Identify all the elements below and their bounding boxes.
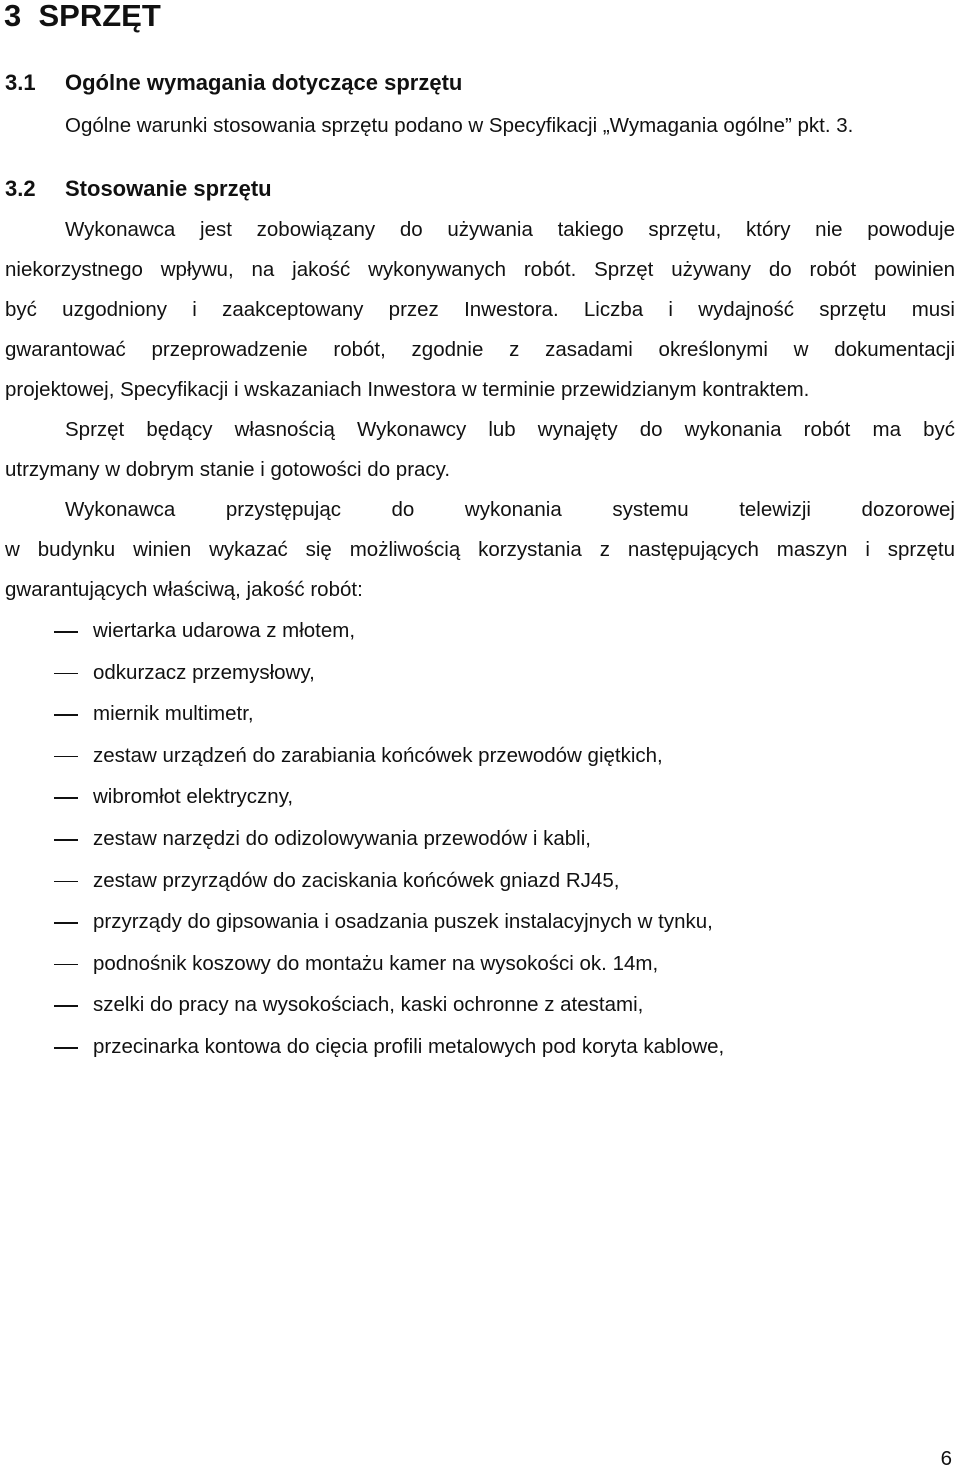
subsection-title: Ogólne wymagania dotyczące sprzętu — [65, 70, 463, 95]
list-item-text: miernik multimetr, — [93, 702, 254, 726]
section-heading — [4, 0, 161, 36]
list-item — [0, 1032, 960, 1074]
list-item — [0, 616, 960, 658]
list-item — [0, 907, 960, 949]
dash-bullet-icon — [54, 922, 78, 924]
list-item-text: zestaw narzędzi do odizolowywania przewodów i kabli, — [93, 826, 591, 850]
paragraph-2 — [5, 410, 955, 490]
paragraph-line: utrzymany w dobrym stanie i gotowości do pracy. — [5, 458, 451, 481]
paragraph-line: niekorzystnego wpływu, na jakość wykonywanych robót. Sprzęt używany do robót powinien — [5, 258, 955, 281]
dash-bullet-icon — [54, 631, 78, 633]
list-item — [0, 699, 960, 741]
subsection-number: 3.1 — [5, 70, 36, 95]
subsection-heading-3-1 — [5, 68, 462, 98]
equipment-list — [0, 616, 960, 1074]
paragraph-line: projektowej, Specyfikacji i wskazaniach Inwestora w terminie przewidzianym kontraktem. — [5, 378, 810, 401]
subsection-title: Stosowanie sprzętu — [65, 176, 272, 201]
subsection-3-1-text: Ogólne warunki stosowania sprzętu podano w Specyfikacji „Wymagania ogólne” pkt. 3. — [65, 114, 854, 137]
list-item-text: odkurzacz przemysłowy, — [93, 660, 315, 684]
dash-bullet-icon — [54, 1047, 78, 1049]
page-number: 6 — [940, 1447, 952, 1470]
paragraph-line: być uzgodniony i zaakceptowany przez Inwestora. Liczba i wydajność sprzętu musi — [5, 298, 955, 321]
dash-bullet-icon — [54, 839, 78, 841]
list-item-text: zestaw urządzeń do zarabiania końcówek przewodów giętkich, — [93, 743, 663, 767]
list-item-text: wiertarka udarowa z młotem, — [93, 619, 356, 642]
list-item-text: wibromłot elektryczny, — [93, 785, 294, 809]
dash-bullet-icon — [54, 714, 78, 716]
dash-bullet-icon — [54, 673, 78, 675]
section-number: 3 — [4, 0, 22, 33]
dash-bullet-icon — [54, 881, 78, 883]
list-item — [0, 782, 960, 824]
subsection-heading-3-2 — [5, 174, 272, 204]
dash-bullet-icon — [54, 964, 78, 966]
list-item — [0, 949, 960, 991]
list-item — [0, 824, 960, 866]
paragraph-line: Wykonawca jest zobowiązany do używania takiego sprzętu, który nie powoduje — [65, 218, 955, 241]
list-item-text: zestaw przyrządów do zaciskania końcówek gniazd RJ45, — [93, 868, 620, 892]
dash-bullet-icon — [54, 1005, 78, 1007]
list-item — [0, 990, 960, 1032]
paragraph-1 — [5, 210, 955, 410]
paragraph-line: Sprzęt będący własnością Wykonawcy lub wynajęty do wykonania robót ma być — [65, 418, 955, 441]
list-item-text: podnośnik koszowy do montażu kamer na wysokości ok. 14m, — [93, 951, 659, 975]
paragraph-line: w budynku winien wykazać się możliwością korzystania z następujących maszyn i sprzętu — [5, 538, 955, 561]
list-item — [0, 866, 960, 908]
list-item — [0, 658, 960, 700]
list-item-text: szelki do pracy na wysokościach, kaski ochronne z atestami, — [93, 993, 644, 1017]
dash-bullet-icon — [54, 797, 78, 799]
section-title: SPRZĘT — [38, 0, 161, 33]
paragraph-line: Wykonawca przystępując do wykonania systemu telewizji dozorowej — [65, 498, 955, 521]
subsection-number: 3.2 — [5, 176, 36, 201]
list-item — [0, 741, 960, 783]
paragraph-3 — [5, 490, 955, 610]
paragraph-line: gwarantować przeprowadzenie robót, zgodnie z zasadami określonymi w dokumentacji — [5, 338, 955, 361]
paragraph-line: gwarantujących właściwą, jakość robót: — [5, 578, 363, 601]
dash-bullet-icon — [54, 756, 78, 758]
list-item-text: przecinarka kontowa do cięcia profili metalowych pod koryta kablowe, — [93, 1034, 725, 1058]
list-item-text: przyrządy do gipsowania i osadzania puszek instalacyjnych w tynku, — [93, 910, 713, 934]
